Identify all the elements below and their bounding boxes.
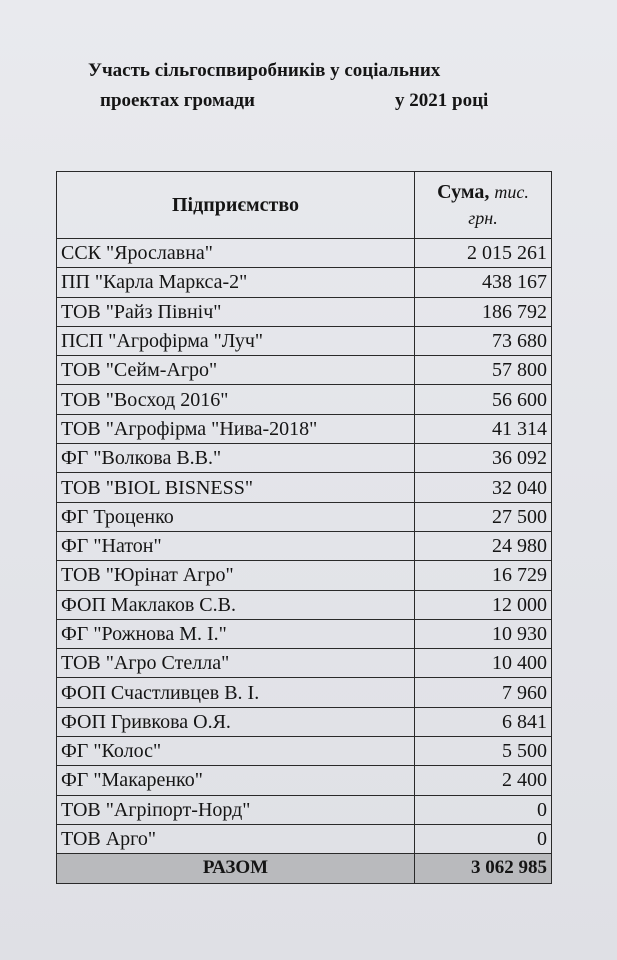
enterprise-name-cell: ТОВ "Агро Стелла" [57,649,415,678]
header-sum-unit-2: грн. [468,208,498,228]
sum-value-cell: 36 092 [415,444,552,473]
enterprise-name-cell: ФОП Маклаков С.В. [57,590,415,619]
table-row [57,414,552,443]
enterprise-name-cell: ФГ Троценко [57,502,415,531]
enterprise-name-cell: ФГ "Колос" [57,737,415,766]
table-row [57,590,552,619]
enterprise-name-cell: ФГ "Рожнова М. І." [57,619,415,648]
enterprise-name-cell: ФОП Счастливцев В. І. [57,678,415,707]
table-row [57,297,552,326]
sum-value-cell: 24 980 [415,531,552,560]
header-sum-unit-1: тис. [494,182,529,202]
table-row [57,561,552,590]
enterprise-name-cell: ПСП "Агрофірма "Луч" [57,326,415,355]
total-label: РАЗОМ [57,854,415,883]
sum-value-cell: 5 500 [415,737,552,766]
sum-value-cell: 12 000 [415,590,552,619]
table-row [57,737,552,766]
table-row [57,678,552,707]
sum-value-cell: 0 [415,795,552,824]
sum-value-cell: 2 015 261 [415,239,552,268]
sum-value-cell: 73 680 [415,326,552,355]
table-row [57,707,552,736]
enterprise-name-cell: ТОВ "Райз Північ" [57,297,415,326]
sum-value-cell: 10 400 [415,649,552,678]
enterprise-name-cell: ТОВ "Восход 2016" [57,385,415,414]
total-row [57,854,552,883]
table-row [57,268,552,297]
enterprise-name-cell: ФОП Гривкова О.Я. [57,707,415,736]
table-row [57,326,552,355]
table-header-row [57,172,552,239]
enterprise-name-cell: ФГ "Натон" [57,531,415,560]
enterprise-name-cell: ТОВ "Агріпорт-Норд" [57,795,415,824]
total-value: 3 062 985 [415,854,552,883]
enterprise-name-cell: ФГ "Макаренко" [57,766,415,795]
table-row [57,444,552,473]
table-row [57,824,552,853]
title-line-2-left: проектах громади [100,90,255,111]
table-row [57,239,552,268]
title-line-1: Участь сільгоспвиробників у соціальних [88,60,441,81]
sum-value-cell: 41 314 [415,414,552,443]
sum-value-cell: 186 792 [415,297,552,326]
enterprise-name-cell: ФГ "Волкова В.В." [57,444,415,473]
sum-value-cell: 16 729 [415,561,552,590]
enterprise-name-cell: ПП "Карла Маркса-2" [57,268,415,297]
sum-value-cell: 10 930 [415,619,552,648]
table-row [57,649,552,678]
table-row [57,531,552,560]
enterprise-name-cell: ТОВ "Юрінат Агро" [57,561,415,590]
sum-value-cell: 6 841 [415,707,552,736]
enterprise-name-cell: ТОВ Арго" [57,824,415,853]
table-row [57,502,552,531]
sum-value-cell: 32 040 [415,473,552,502]
enterprise-name-cell: ТОВ "Агрофірма "Нива-2018" [57,414,415,443]
enterprise-name-cell: ТОВ "BIOL BISNESS" [57,473,415,502]
header-sum-label: Сума, [437,181,490,203]
enterprise-name-cell: ТОВ "Сейм-Агро" [57,356,415,385]
table-row [57,766,552,795]
sum-value-cell: 27 500 [415,502,552,531]
table-row [57,619,552,648]
title-line-2-right: у 2021 році [395,90,489,111]
table-row [57,385,552,414]
sum-value-cell: 2 400 [415,766,552,795]
table-row [57,795,552,824]
sum-value-cell: 56 600 [415,385,552,414]
sum-value-cell: 7 960 [415,678,552,707]
contributions-table [56,171,552,884]
table-row [57,356,552,385]
enterprise-name-cell: ССК "Ярославна" [57,239,415,268]
sum-value-cell: 57 800 [415,356,552,385]
table-row [57,473,552,502]
sum-value-cell: 438 167 [415,268,552,297]
header-enterprise: Підприємство [57,172,415,239]
header-sum [415,172,552,239]
sum-value-cell: 0 [415,824,552,853]
